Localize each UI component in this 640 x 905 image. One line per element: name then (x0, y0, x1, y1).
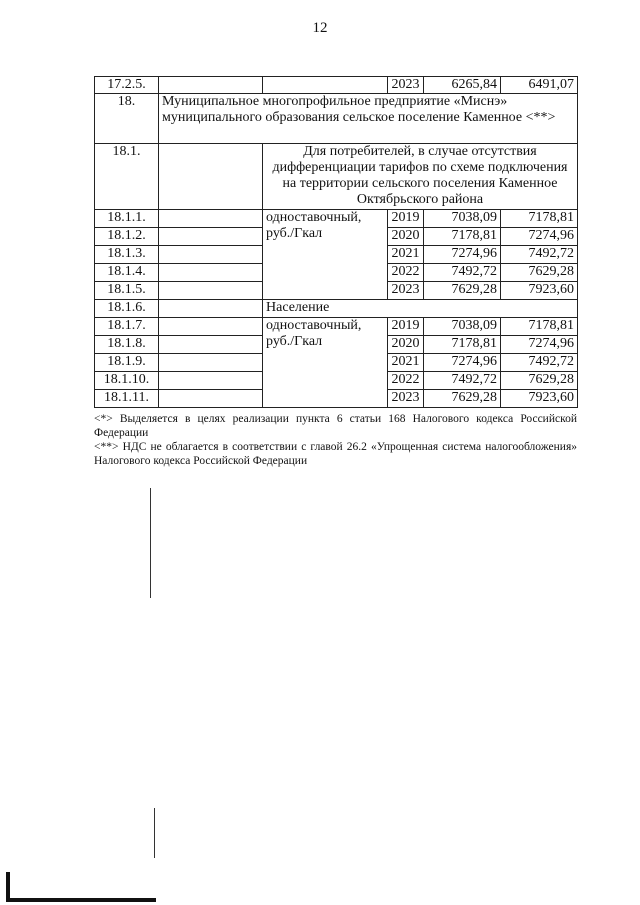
tariff-value-first-half: 7038,09 (424, 210, 501, 228)
table-row (95, 77, 578, 94)
scan-artifact-corner (6, 898, 156, 902)
year-cell: 2023 (388, 282, 424, 300)
table-row (95, 94, 578, 144)
year-cell: 2022 (388, 264, 424, 282)
tariff-value-second-half: 7178,81 (501, 318, 578, 336)
row-number: 18.1.4. (95, 264, 159, 282)
row-number: 18.1.2. (95, 228, 159, 246)
year-cell: 2020 (388, 228, 424, 246)
table-row (95, 318, 578, 336)
empty-cell (159, 246, 263, 264)
tariff-value-first-half: 6265,84 (424, 77, 501, 94)
row-number: 18.1.7. (95, 318, 159, 336)
tariff-value-first-half: 7038,09 (424, 318, 501, 336)
row-number: 18.1.9. (95, 354, 159, 372)
tariff-value-second-half: 7492,72 (501, 354, 578, 372)
row-number: 18.1.3. (95, 246, 159, 264)
tariff-value-first-half: 7274,96 (424, 354, 501, 372)
tariff-value-second-half: 7274,96 (501, 336, 578, 354)
tariff-value-second-half: 6491,07 (501, 77, 578, 94)
year-cell: 2019 (388, 318, 424, 336)
tariff-value-second-half: 7923,60 (501, 282, 578, 300)
tariff-value-first-half: 7178,81 (424, 336, 501, 354)
year-cell: 2019 (388, 210, 424, 228)
year-cell: 2023 (388, 77, 424, 94)
row-number: 17.2.5. (95, 77, 159, 94)
footnote-1: <*> Выделяется в целях реализации пункта 6 статьи 168 Налогового кодекса Российской Федерации (94, 413, 577, 439)
row-number: 18.1.5. (95, 282, 159, 300)
table-row (95, 144, 578, 210)
empty-cell (159, 228, 263, 246)
page-number: 12 (312, 20, 328, 36)
tariff-value-second-half: 7492,72 (501, 246, 578, 264)
tariff-value-first-half: 7274,96 (424, 246, 501, 264)
row-number: 18.1.10. (95, 372, 159, 390)
tariff-value-second-half: 7274,96 (501, 228, 578, 246)
row-number: 18.1.6. (95, 300, 159, 318)
tariff-type-label: одноставочный, руб./Гкал (263, 318, 388, 408)
table-row (95, 210, 578, 228)
year-cell: 2021 (388, 246, 424, 264)
tariff-value-first-half: 7629,28 (424, 282, 501, 300)
footnotes (94, 412, 577, 468)
row-number: 18.1.8. (95, 336, 159, 354)
empty-cell (159, 336, 263, 354)
organization-name: Муниципальное многопрофильное предприятие «Миснэ» муниципального образования сельское поселение Каменное <**> (159, 94, 578, 144)
empty-cell (159, 77, 263, 94)
tariff-value-first-half: 7492,72 (424, 264, 501, 282)
empty-cell (159, 300, 263, 318)
row-number: 18.1. (95, 144, 159, 210)
tariff-value-second-half: 7923,60 (501, 390, 578, 408)
empty-cell (159, 264, 263, 282)
row-number: 18.1.11. (95, 390, 159, 408)
tariff-value-second-half: 7178,81 (501, 210, 578, 228)
empty-cell (159, 318, 263, 336)
empty-cell (159, 282, 263, 300)
scan-artifact-line (150, 488, 151, 598)
year-cell: 2023 (388, 390, 424, 408)
tariff-value-second-half: 7629,28 (501, 264, 578, 282)
footnote-2: <**> НДС не облагается в соответствии с главой 26.2 «Упрощенная система налогообложения» Налогового кодекса Российской Федерации (94, 441, 577, 467)
consumer-group-description: Для потребителей, в случае отсутствия дифференциации тарифов по схеме подключения на территории сельского поселения Каменное Октябрьского района (263, 144, 578, 210)
year-cell: 2021 (388, 354, 424, 372)
table-row (95, 300, 578, 318)
tariff-type-label: одноставочный, руб./Гкал (263, 210, 388, 300)
row-number: 18.1.1. (95, 210, 159, 228)
row-number: 18. (95, 94, 159, 144)
tariff-value-first-half: 7492,72 (424, 372, 501, 390)
empty-cell (263, 77, 388, 94)
empty-cell (159, 210, 263, 228)
empty-cell (159, 372, 263, 390)
tariff-value-first-half: 7629,28 (424, 390, 501, 408)
tariff-table (94, 76, 578, 408)
year-cell: 2022 (388, 372, 424, 390)
consumer-group-population: Население (263, 300, 578, 318)
empty-cell (159, 390, 263, 408)
tariff-value-second-half: 7629,28 (501, 372, 578, 390)
scan-artifact-corner (6, 872, 10, 902)
scan-artifact-line (154, 808, 155, 858)
empty-cell (159, 354, 263, 372)
year-cell: 2020 (388, 336, 424, 354)
tariff-value-first-half: 7178,81 (424, 228, 501, 246)
empty-cell (159, 144, 263, 210)
